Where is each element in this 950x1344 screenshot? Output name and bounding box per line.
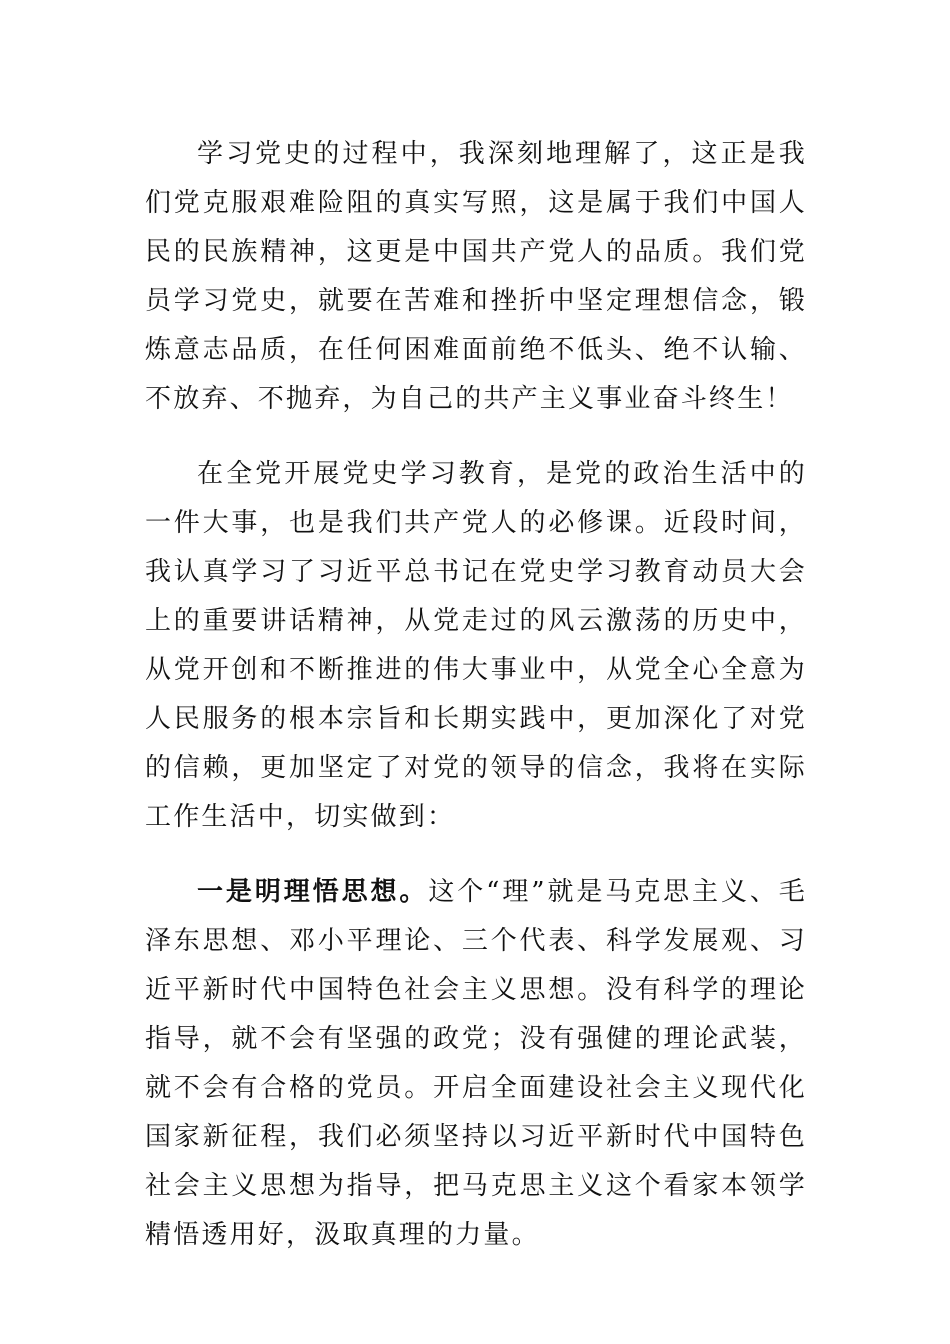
paragraph-2 <box>145 450 807 842</box>
paragraph-2-text: 在全党开展党史学习教育，是党的政治生活中的一件大事，也是我们共产党人的必修课。近段时间，我认真学习了习近平总书记在党史学习教育动员大会上的重要讲话精神，从党走过的风云激荡的历史中，从党开创和不断推进的伟大事业中，从党全心全意为人民服务的根本宗旨和长期实践中，更加深化了对党的信赖，更加坚定了对党的领导的信念，我将在实际工作生活中，切实做到： <box>145 459 807 832</box>
paragraph-3-text: 这个“理”就是马克思主义、毛泽东思想、邓小平理论、三个代表、科学发展观、习近平新时代中国特色社会主义思想。没有科学的理论指导，就不会有坚强的政党；没有强健的理论武装，就不会有合格的党员。开启全面建设社会主义现代化国家新征程，我们必须坚持以习近平新时代中国特色社会主义思想为指导，把马克思主义这个看家本领学精悟透用好，汲取真理的力量。 <box>145 877 807 1250</box>
paragraph-1 <box>145 130 807 424</box>
paragraph-3 <box>145 868 807 1260</box>
paragraph-3-lead: 一是明理悟思想。 <box>197 877 429 907</box>
document-body <box>145 130 807 1286</box>
paragraph-1-text: 学习党史的过程中，我深刻地理解了，这正是我们党克服艰难险阻的真实写照，这是属于我们中国人民的民族精神，这更是中国共产党人的品质。我们党员学习党史，就要在苦难和挫折中坚定理想信念，锻炼意志品质，在任何困难面前绝不低头、绝不认输、不放弃、不抛弃，为自己的共产主义事业奋斗终生！ <box>145 139 807 414</box>
